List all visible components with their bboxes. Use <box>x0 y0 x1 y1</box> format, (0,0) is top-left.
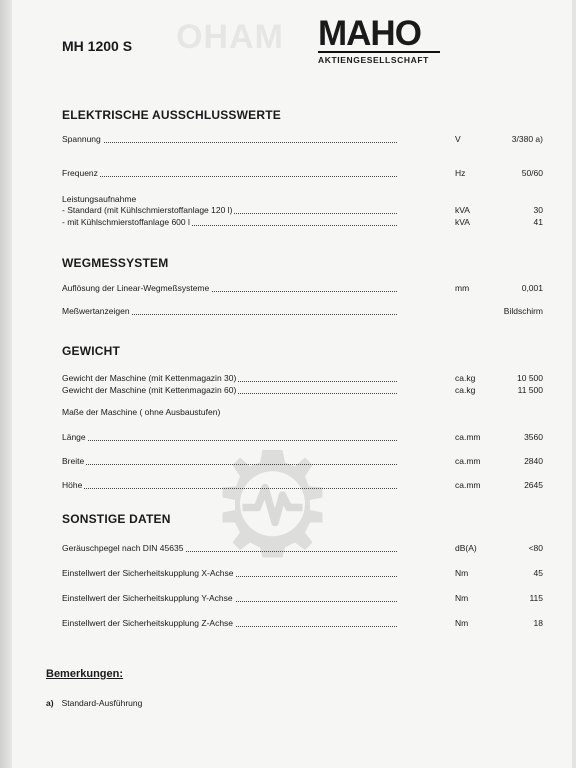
spec-unit: kVA <box>455 217 470 227</box>
spec-value: 2645 <box>524 480 543 490</box>
spec-value: Bildschirm <box>503 306 543 316</box>
spec-value: 3560 <box>524 432 543 442</box>
spec-unit: ca.mm <box>455 456 481 466</box>
spec-label: - mit Kühlschmierstoffanlage 600 l <box>62 217 190 227</box>
spec-row-geraeusch <box>62 543 547 555</box>
spec-row-aufloesung <box>62 283 547 295</box>
leader-dots <box>62 464 397 465</box>
spec-value: 50/60 <box>521 168 543 178</box>
spec-value: 30 <box>533 205 543 215</box>
spec-unit: Hz <box>455 168 466 178</box>
leader-dots <box>62 176 397 177</box>
leader-dots <box>62 440 397 441</box>
remark-text: Standard-Ausführung <box>61 698 143 708</box>
spec-unit: Nm <box>455 568 469 578</box>
spec-row-z-achse <box>62 618 547 630</box>
spec-row-y-achse <box>62 593 547 605</box>
spec-row-hoehe <box>62 480 547 492</box>
spec-row-kuehl600 <box>62 217 547 229</box>
maho-logo <box>318 14 440 65</box>
masse-subheading: Maße der Maschine ( ohne Ausbaustufen) <box>62 407 221 417</box>
leistung-subheading: Leistungsaufnahme <box>62 194 137 204</box>
remark-item <box>46 698 142 708</box>
spec-label: Breite <box>62 456 85 466</box>
spec-value: 18 <box>533 618 543 628</box>
spec-row-x-achse <box>62 568 547 580</box>
section-heading-elektrisch: ELEKTRISCHE AUSSCHLUSSWERTE <box>62 108 281 122</box>
section-heading-wegmess: WEGMESSYSTEM <box>62 256 169 270</box>
spec-label: Länge <box>62 432 86 442</box>
section-heading-gewicht: GEWICHT <box>62 344 121 358</box>
spec-label: Einstellwert der Sicherheitskupplung Y-Achse <box>62 593 233 603</box>
spec-value: 41 <box>533 217 543 227</box>
spec-unit: ca.mm <box>455 432 481 442</box>
spec-label: Einstellwert der Sicherheitskupplung Z-Achse <box>62 618 234 628</box>
spec-row-spannung <box>62 134 547 146</box>
remark-tag: a) <box>46 698 54 708</box>
spec-label: Einstellwert der Sicherheitskupplung X-Achse <box>62 568 234 578</box>
spec-unit: kVA <box>455 205 470 215</box>
spec-unit: ca.mm <box>455 480 481 490</box>
spec-label: Frequenz <box>62 168 98 178</box>
bleed-through-logo: MAHO <box>175 18 283 56</box>
spec-unit: ca.kg <box>455 385 476 395</box>
spec-label: Geräuschpegel nach DIN 45635 <box>62 543 184 553</box>
spec-value: 3/380 a) <box>511 134 543 144</box>
spec-unit: Nm <box>455 618 469 628</box>
spec-value: 0,001 <box>521 283 543 293</box>
spec-value: 115 <box>529 593 543 603</box>
leader-dots <box>62 142 397 143</box>
spec-row-gewicht60 <box>62 385 547 397</box>
spec-label: Auflösung der Linear-Wegmeßsysteme <box>62 283 210 293</box>
spec-value: <80 <box>528 543 543 553</box>
spec-unit: V <box>455 134 461 144</box>
spec-label: Gewicht der Maschine (mit Kettenmagazin 30) <box>62 373 237 383</box>
spec-label: - Standard (mit Kühlschmierstoffanlage 120 l) <box>62 205 233 215</box>
spec-label: Spannung <box>62 134 101 144</box>
spec-label: Meßwertanzeigen <box>62 306 130 316</box>
spec-value: 45 <box>533 568 543 578</box>
spec-unit: dB(A) <box>455 543 477 553</box>
spec-unit: ca.kg <box>455 373 476 383</box>
spec-unit: Nm <box>455 593 469 603</box>
section-heading-sonstige: SONSTIGE DATEN <box>62 512 171 526</box>
spec-unit: mm <box>455 283 470 293</box>
spec-label: Gewicht der Maschine (mit Kettenmagazin 60) <box>62 385 237 395</box>
leader-dots <box>62 488 397 489</box>
remarks-heading: Bemerkungen: <box>46 668 124 680</box>
spec-value: 2840 <box>524 456 543 466</box>
spec-row-anzeigen <box>62 306 547 318</box>
logo-subtitle: AKTIENGESELLSCHAFT <box>318 51 440 65</box>
machine-model-title: MH 1200 S <box>62 38 133 54</box>
spec-row-breite <box>62 456 547 468</box>
spec-label: Höhe <box>62 480 83 490</box>
spec-row-frequenz <box>62 168 547 180</box>
spec-row-gewicht30 <box>62 373 547 385</box>
spec-value: 11 500 <box>517 385 543 395</box>
spec-row-standard <box>62 205 547 217</box>
spec-row-laenge <box>62 432 547 444</box>
logo-wordmark: MAHO <box>318 14 421 53</box>
spec-value: 10 500 <box>517 373 543 383</box>
